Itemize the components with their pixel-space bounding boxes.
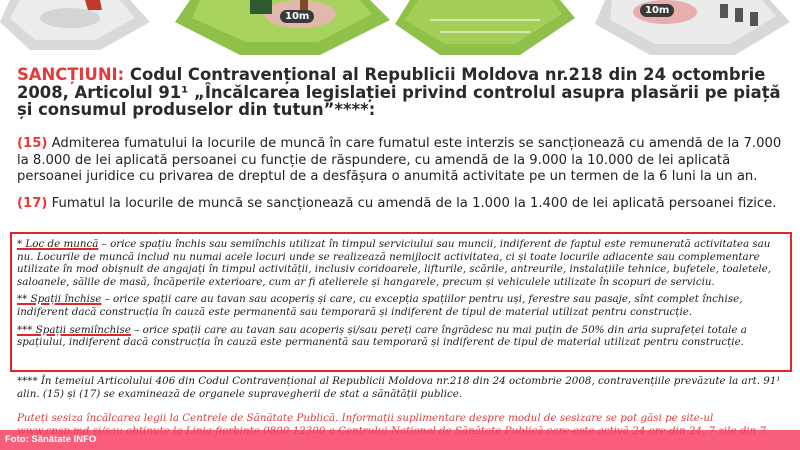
sanctions-heading bbox=[17, 66, 783, 119]
paragraph-number: (17) bbox=[17, 196, 48, 211]
photo-credit: Foto: Sănătate INFO bbox=[5, 434, 97, 445]
sanctions-label: SANCȚIUNI: bbox=[17, 65, 125, 84]
illustration-strip bbox=[0, 0, 800, 58]
distance-badge: 10m bbox=[640, 4, 674, 17]
paragraph-17 bbox=[17, 196, 783, 213]
definition-text: – orice spații care au tavan sau acoperiș și care, cu excepția spațiilor pentru uși, ferestre sau pasaje, sînt complet închise, indiferent dacă construcția în cauză este permanentă sau temporară și indiferent de tipul de material utilizat pentru construcție. bbox=[17, 293, 743, 318]
tile-3 bbox=[395, 0, 575, 55]
definition-term: * Loc de muncă bbox=[17, 238, 99, 250]
definition-workplace bbox=[17, 238, 785, 288]
definition-text: – orice spații care au tavan sau acoperiș și/sau pereți care îngrădesc nu mai puțin de 50% din aria suprafeței totale a spațiului, indiferent dacă construcția în cauză este permanentă sau temporară și indiferent de tipul de material utilizat pentru construcție. bbox=[17, 323, 747, 349]
contact-info: Puteți sesiza încălcarea legii la Centrele de Sănătate Publică. Informații suplimentare despre modul de sesizare se pot găsi pe site-ul bbox=[17, 412, 714, 424]
definition-term: ** Spații închise bbox=[17, 293, 102, 306]
definition-closed-spaces bbox=[17, 293, 785, 318]
isometric-illustrations bbox=[0, 0, 800, 58]
definitions-box bbox=[10, 232, 792, 372]
footnote-jurisdiction: **** În temeiul Articolului 406 din Codul Contravențional al Republicii Moldova nr.218 din 24 octombrie 2008, contravențiile prevăzute la art. 91¹ alin. (15) și (17) se examinează de organele supravegherii de stat a sănătății publice. bbox=[17, 375, 781, 400]
definition-semi-closed-spaces bbox=[17, 324, 785, 349]
definition-text: – orice spațiu închis sau semiînchis utilizat în timpul serviciului sau muncii, indiferent de faptul este remunerată activitatea sau nu. Locurile de muncă includ nu numai acele locuri unde se realizează nemijlocit activitatea, ci și toate locurile adiacente sau complementare utilizate în mod obișnuit de angajați în timpul activității, inclusiv coridoarele, lifturile, scările, antreurile, instalațiile tehnice, bufetele, toaletele, saloanele, sălile de masă, încăperile exterioare, cum ar fi atelierele și hangarele, precum și vehiculele utilizate în scopuri de serviciu. bbox=[17, 238, 771, 288]
distance-badge: 10m bbox=[280, 10, 314, 23]
paragraph-number: (15) bbox=[17, 136, 48, 151]
paragraph-15 bbox=[17, 136, 783, 186]
tile-4 bbox=[595, 0, 790, 55]
photo-credit-bar bbox=[0, 430, 800, 450]
sanctions-heading-text: Codul Contravențional al Republicii Moldova nr.218 din 24 octombrie 2008, Articolul 91¹ „Încălcarea legislației privind controlul asupra plasării pe piață și consumul produselor din tutun”****: bbox=[17, 65, 781, 119]
paragraph-text: Fumatul la locurile de muncă se sancționează cu amendă de la 1.000 la 1.400 de lei aplicată persoanei fizice. bbox=[51, 196, 777, 211]
tile-1 bbox=[0, 0, 150, 50]
definition-term: *** Spații semiînchise bbox=[17, 323, 131, 336]
tile-2 bbox=[175, 0, 390, 55]
paragraph-text: Admiterea fumatului la locurile de muncă în care fumatul este interzis se sancționează cu amendă de la 7.000 la 8.000 de lei aplicată persoanei cu funcție de răspundere, cu amendă de la 9.000 la 10.000 de lei aplicată persoanei juridice cu privarea de dreptul de a desfășura o anumită activitate pe un termen de la 6 luni la un an. bbox=[17, 136, 782, 184]
